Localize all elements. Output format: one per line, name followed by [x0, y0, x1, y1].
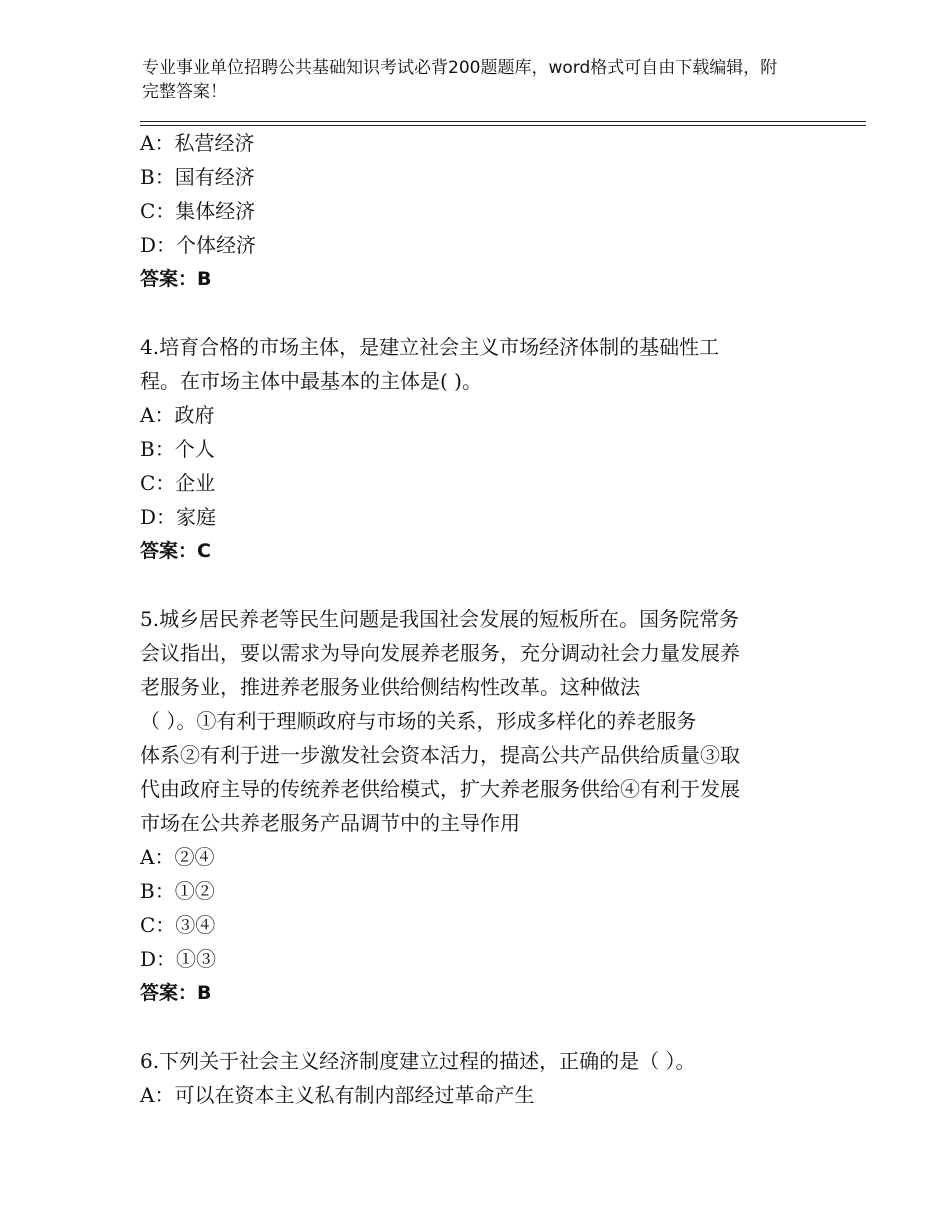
question-text-line: 市场在公共养老服务产品调节中的主导作用: [140, 811, 520, 835]
spacer: [140, 296, 820, 330]
question-text-line: 4.培育合格的市场主体，是建立社会主义市场经济体制的基础性工: [140, 335, 720, 359]
spacer: [140, 568, 820, 602]
option-d: D：个体经济: [140, 233, 257, 257]
option-a: A：可以在资本主义私有制内部经过革命产生: [140, 1083, 535, 1107]
question-text-line: 6.下列关于社会主义经济制度建立过程的描述，正确的是（ ）。: [140, 1049, 696, 1073]
question-text-line: 程。在市场主体中最基本的主体是( )。: [140, 369, 482, 393]
answer: 答案：B: [140, 982, 212, 1004]
question-text-line: 代由政府主导的传统养老供给模式，扩大养老服务供给④有利于发展: [140, 777, 740, 801]
header-divider-top: [140, 121, 866, 122]
spacer: [140, 1010, 820, 1044]
option-c: C：③④: [140, 913, 216, 937]
option-a: A：②④: [140, 845, 215, 869]
option-a: A：政府: [140, 403, 215, 427]
option-d: D：家庭: [140, 505, 217, 529]
question-3: [140, 126, 820, 296]
answer: 答案：B: [140, 268, 212, 290]
option-b: B：①②: [140, 879, 215, 903]
option-d: D：①③: [140, 947, 217, 971]
question-text-line: 会议指出，要以需求为导向发展养老服务，充分调动社会力量发展养: [140, 641, 740, 665]
option-c: C：集体经济: [140, 199, 256, 223]
question-4: [140, 330, 820, 568]
page-header: 专业事业单位招聘公共基础知识考试必背200题题库，word格式可自由下载编辑，附完整答案！: [142, 58, 778, 102]
question-text-line: （ ）。①有利于理顺政府与市场的关系，形成多样化的养老服务: [140, 709, 697, 733]
option-b: B：国有经济: [140, 165, 255, 189]
option-c: C：企业: [140, 471, 216, 495]
question-5: [140, 602, 820, 1010]
option-a: A：私营经济: [140, 131, 255, 155]
answer: 答案：C: [140, 540, 211, 562]
question-text-line: 体系②有利于进一步激发社会资本活力，提高公共产品供给质量③取: [140, 743, 740, 767]
question-content: [140, 126, 820, 1112]
question-text-line: 5.城乡居民养老等民生问题是我国社会发展的短板所在。国务院常务: [140, 607, 740, 631]
question-6: [140, 1044, 820, 1112]
option-b: B：个人: [140, 437, 215, 461]
question-text-line: 老服务业，推进养老服务业供给侧结构性改革。这种做法: [140, 675, 640, 699]
